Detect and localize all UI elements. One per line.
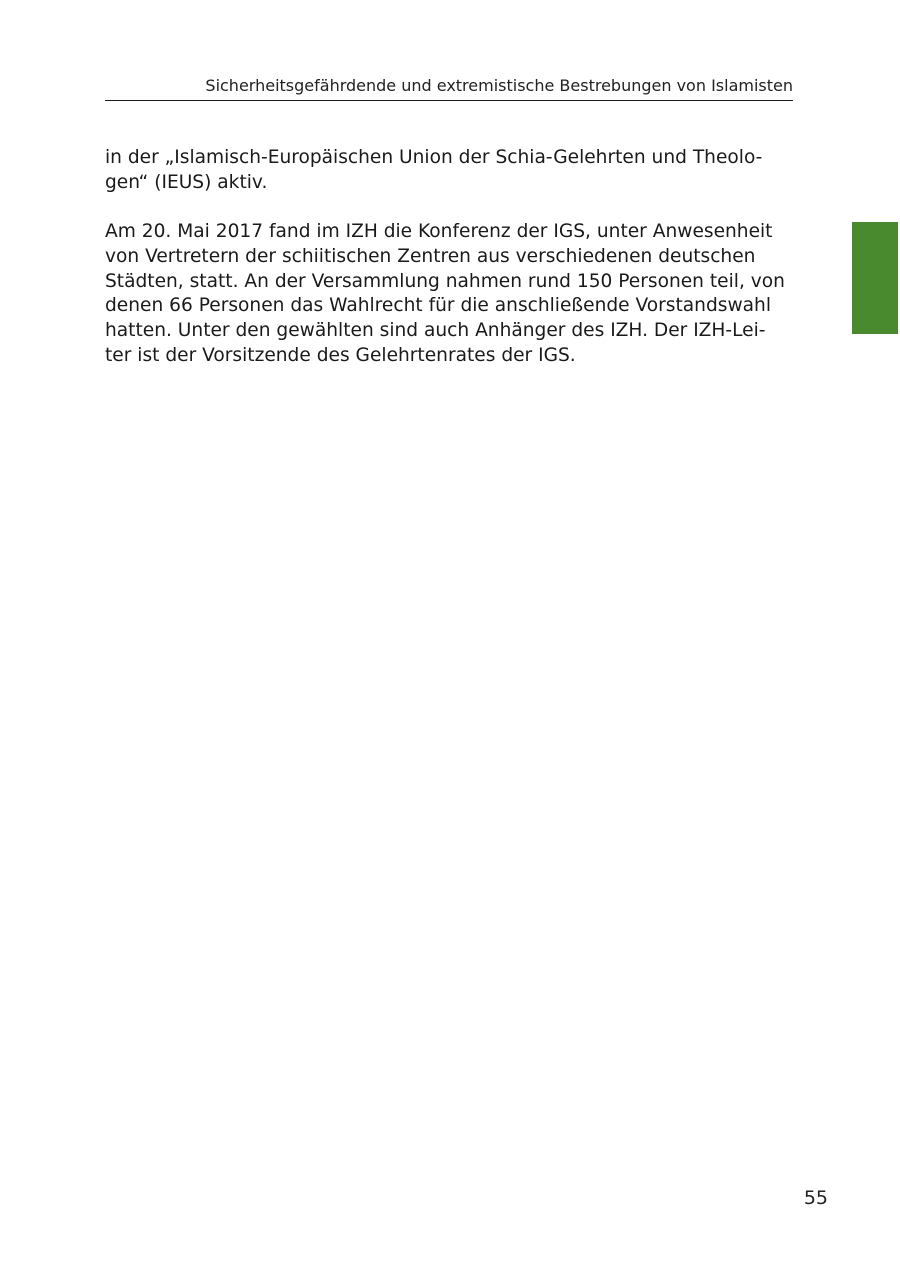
body-text	[105, 146, 785, 393]
running-header	[105, 76, 793, 101]
paragraph-line: gen“ (IEUS) aktiv.	[105, 171, 268, 193]
paragraph-line: in der „Islamisch-Europäischen Union der Schia-Gelehrten und Theolo-	[105, 147, 763, 168]
paragraph-line: Städten, statt. An der Versammlung nahmen rund 150 Personen teil, von	[105, 270, 785, 292]
page-number: 55	[803, 1187, 828, 1209]
paragraph-line: Am 20. Mai 2017 fand im IZH die Konferenz der IGS, unter Anwesenheit	[105, 221, 773, 243]
paragraph-line: ter ist der Vorsitzende des Gelehrtenrates der IGS.	[105, 345, 576, 367]
paragraph-2	[105, 220, 785, 369]
running-header-title: Sicherheitsgefährdende und extremistische Bestrebungen von Islamisten	[205, 76, 793, 95]
paragraph-line: hatten. Unter den gewählten sind auch Anhänger des IZH. Der IZH-Lei-	[105, 320, 766, 342]
paragraph-line: von Vertretern der schiitischen Zentren aus verschiedenen deutschen	[105, 245, 756, 267]
paragraph-line: denen 66 Personen das Wahlrecht für die anschließende Vorstandswahl	[105, 295, 771, 317]
chapter-tab-marker	[852, 222, 898, 334]
paragraph-1	[105, 146, 763, 196]
